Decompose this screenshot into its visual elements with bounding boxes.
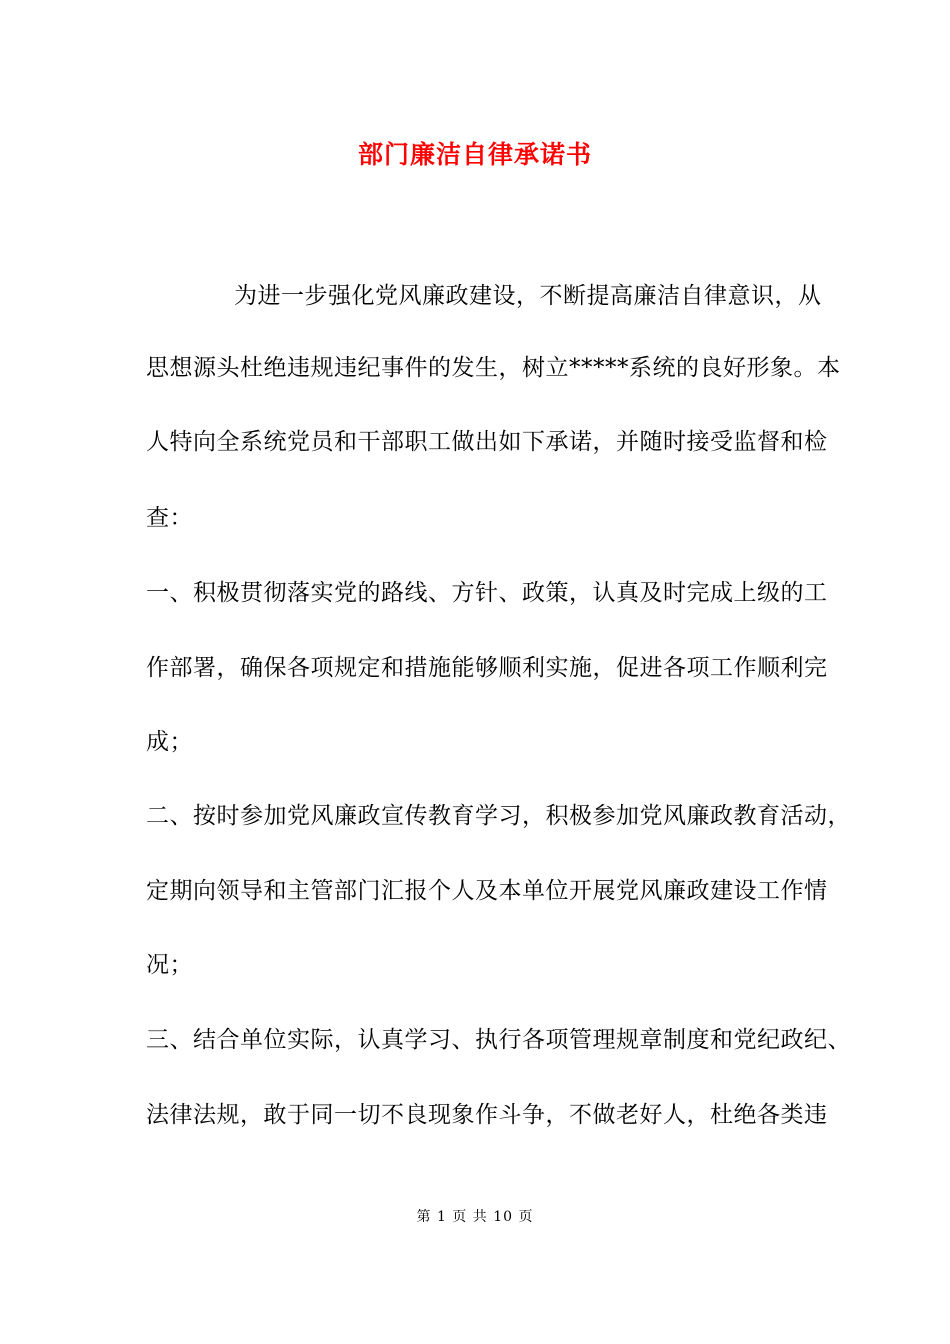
document-title: 部门廉洁自律承诺书 <box>357 140 592 169</box>
body-line-9: 定期向领导和主管部门汇报个人及本单位开展党风廉政建设工作情 <box>146 878 828 904</box>
body-line-4: 查： <box>146 505 193 531</box>
body-line-7: 成； <box>146 729 193 755</box>
body-line-2: 思想源头杜绝违规违纪事件的发生，树立*****系统的良好形象。本 <box>146 355 841 381</box>
body-line-8: 二、按时参加党风廉政宣传教育学习，积极参加党风廉政教育活动， <box>146 803 851 829</box>
body-line-12: 法律法规，敢于同一切不良现象作斗争，不做老好人，杜绝各类违 <box>146 1102 828 1128</box>
page-number-footer: 第 1 页 共 10 页 <box>416 1209 534 1225</box>
body-line-11: 三、结合单位实际，认真学习、执行各项管理规章制度和党纪政纪、 <box>146 1027 851 1053</box>
body-line-1: 为进一步强化党风廉政建设，不断提高廉洁自律意识，从 <box>234 283 822 309</box>
body-line-10: 况； <box>146 952 193 978</box>
body-line-3: 人特向全系统党员和干部职工做出如下承诺，并随时接受监督和检 <box>146 429 828 455</box>
body-line-6: 作部署，确保各项规定和措施能够顺利实施，促进各项工作顺利完 <box>146 655 828 681</box>
body-line-5: 一、积极贯彻落实党的路线、方针、政策，认真及时完成上级的工 <box>146 580 828 606</box>
